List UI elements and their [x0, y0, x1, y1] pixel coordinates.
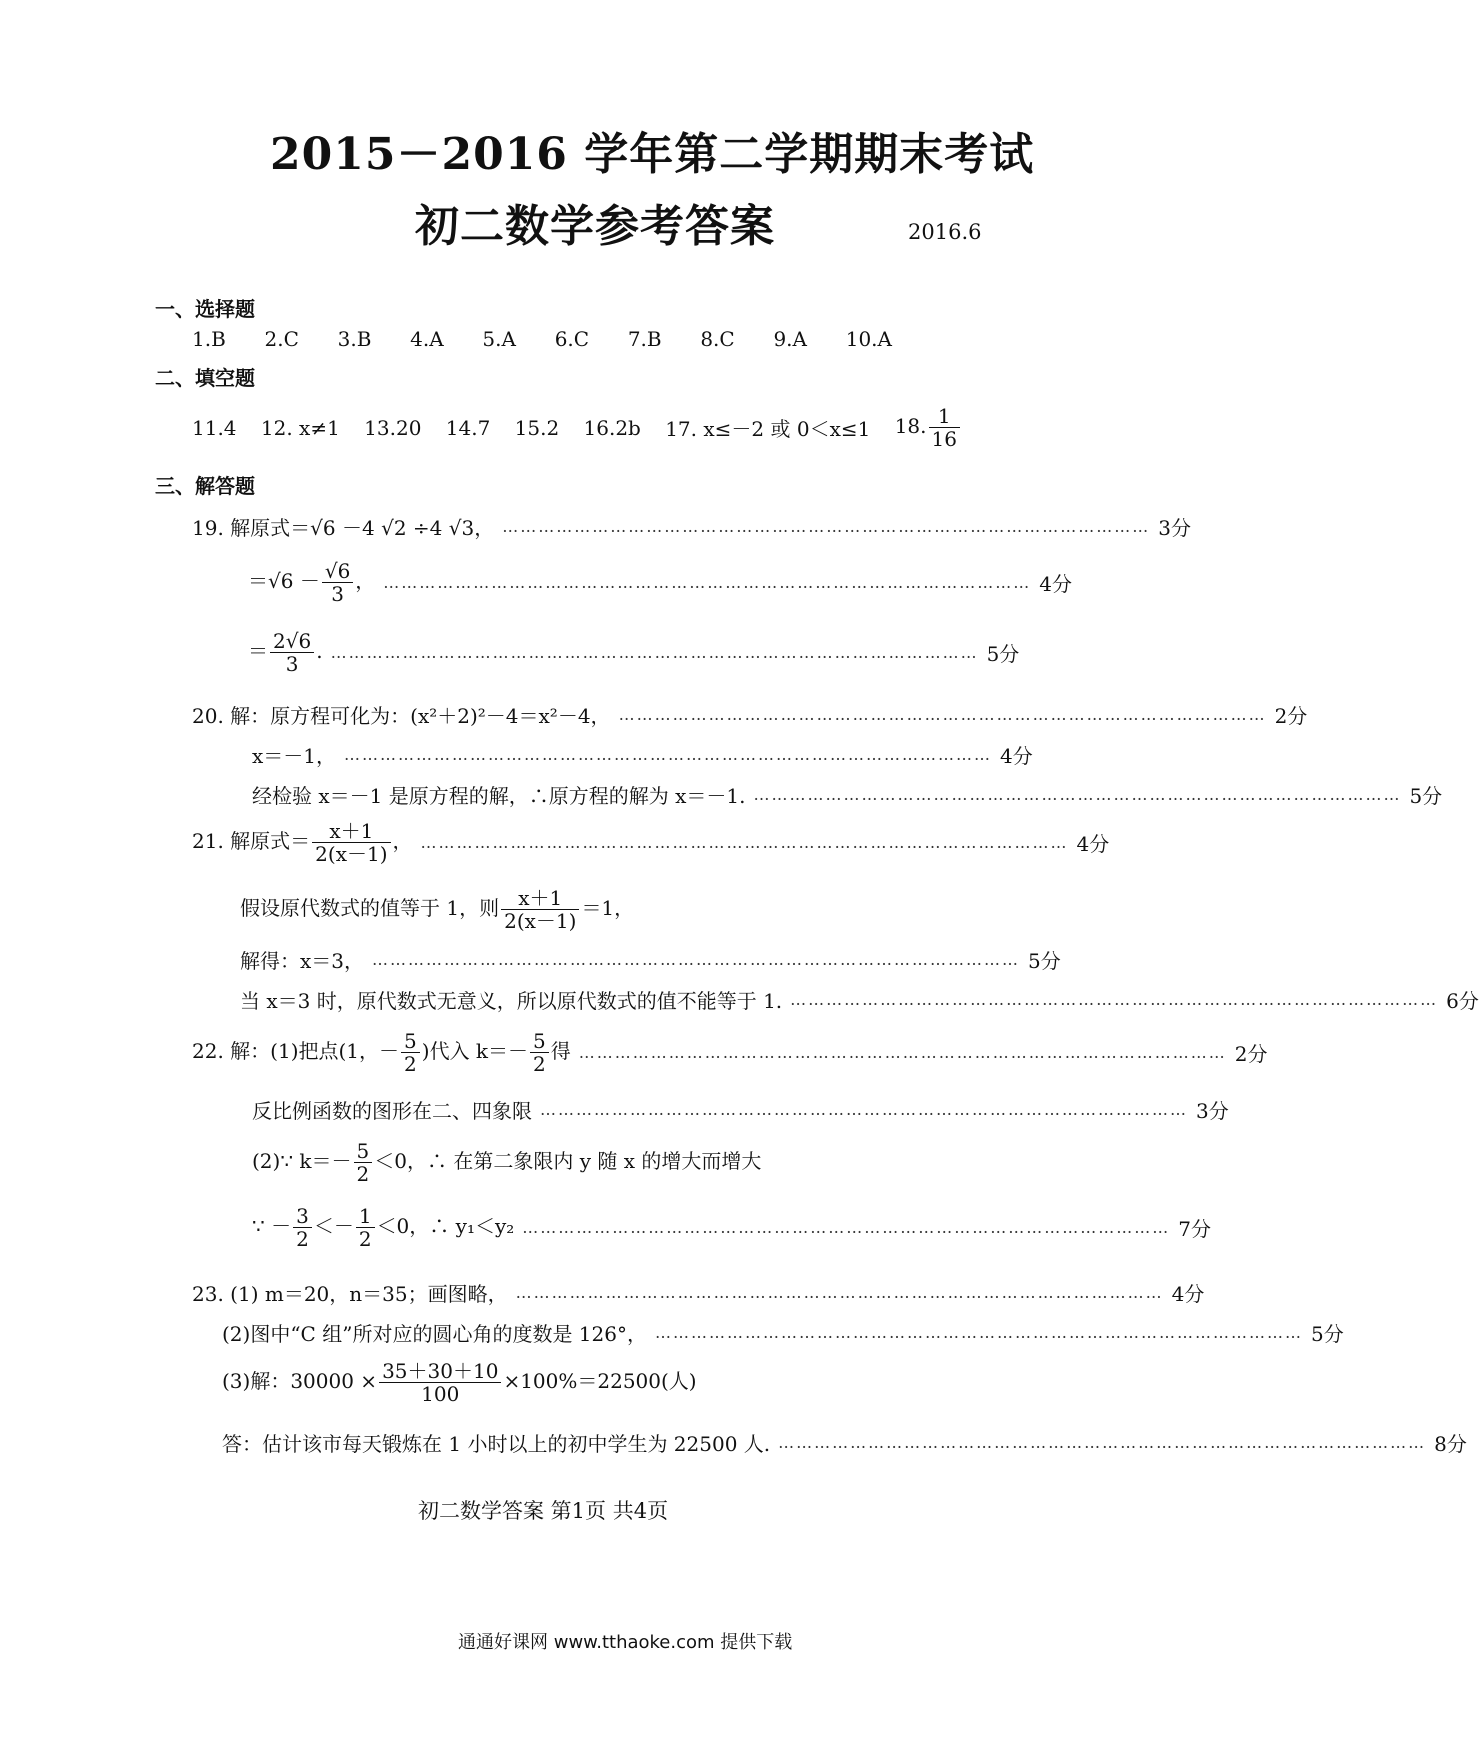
score: 4分	[1076, 832, 1110, 856]
score: 4分	[1039, 572, 1073, 596]
fill-answer-18: 18. $\frac{1}{16}$	[895, 405, 962, 450]
choice-answers	[192, 327, 892, 351]
q19-line-3: ＝ $\frac{2√6}{3}$ . ……………………………………………………………………………………………… 5分	[248, 629, 1020, 676]
fraction: $\frac{2√6}{3}$	[270, 630, 314, 675]
choice-answer: 2.C	[264, 327, 299, 351]
leader-dots: ………………………………………………………………………………………………	[618, 705, 1267, 724]
leader-dots: ………………………………………………………………………………………………	[383, 573, 1032, 592]
fraction: $\frac{x+1}{2(x-1)}$	[312, 820, 390, 865]
leader-dots: ………………………………………………………………………………………………	[372, 950, 1021, 969]
leader-dots: ………………………………………………………………………………………………	[578, 1043, 1227, 1062]
fill-answer: 12. x≠1	[260, 415, 340, 440]
score: 8分	[1434, 1432, 1467, 1456]
date: 2016.6	[908, 220, 982, 244]
title-line-2: 初二数学参考答案	[415, 201, 775, 252]
choice-answer: 10.A	[845, 327, 892, 351]
q19-line-2: ＝√6 － $\frac{√6}{3}$ ， ……………………………………………………………………………………………… 4分	[248, 559, 1073, 606]
q21-line-1: 21. 解原式＝ $\frac{x+1}{2(x-1)}$ ， ……………………………………………………………………………………………… 4分	[192, 819, 1110, 866]
q21-line-3: 解得：x＝3， ……………………………………………………………………………………………… 5分	[240, 945, 962, 974]
fill-answer: 15.2	[514, 415, 560, 440]
score: 3分	[1196, 1099, 1229, 1123]
q20-line-2: x＝－1， ……………………………………………………………………………………………… 4分	[252, 740, 962, 769]
leader-dots: ………………………………………………………………………………………………	[344, 745, 993, 764]
score: 2分	[1274, 704, 1308, 728]
fraction: $\frac{√6}{3}$	[322, 560, 353, 605]
q23-line-2: (2)图中“C 组”所对应的圆心角的度数是 126°， ……………………………………………………………………………………………… 5分	[222, 1318, 962, 1347]
leader-dots: ………………………………………………………………………………………………	[330, 643, 979, 662]
q20-line-3: 经检验 x＝－1 是原方程的解，∴原方程的解为 x＝－1. ……………………………………………………………………………………………… 5分	[252, 780, 962, 809]
fill-answer: 11.4	[192, 415, 237, 440]
section-solve-heading: 三、解答题	[155, 474, 255, 498]
q23-line-1: 23. (1) m＝20，n＝35；画图略， ……………………………………………………………………………………………… 4分	[192, 1278, 962, 1307]
choice-answer: 9.A	[773, 327, 807, 351]
leader-dots: ………………………………………………………………………………………………	[522, 1218, 1171, 1237]
fill-answer: 13.20	[364, 415, 422, 440]
fraction: $\frac{x+1}{2(x-1)}$	[501, 887, 579, 932]
leader-dots: ………………………………………………………………………………………………	[790, 990, 1439, 1009]
q21-line-4: 当 x＝3 时，原代数式无意义，所以原代数式的值不能等于 1. ……………………………………………………………………………………………… 6分	[240, 985, 962, 1014]
score: 4分	[1171, 1282, 1205, 1306]
leader-dots: ………………………………………………………………………………………………	[540, 1100, 1188, 1119]
fraction: $\frac{1}{16}$	[929, 405, 960, 450]
leader-dots: ………………………………………………………………………………………………	[778, 1433, 1427, 1452]
choice-answer: 6.C	[554, 327, 590, 351]
choice-answer: 8.C	[700, 327, 735, 351]
choice-answer: 7.B	[627, 327, 662, 351]
fill-answer: 14.7	[445, 415, 491, 440]
fraction: $\frac{5}{2}$	[401, 1030, 420, 1075]
fill-answer: 16.2b	[583, 415, 641, 440]
choice-answer: 4.A	[410, 327, 444, 351]
q21-line-2: 假设原代数式的值等于 1，则 $\frac{x+1}{2(x-1)}$ ＝1，	[240, 886, 635, 933]
score: 7分	[1178, 1217, 1212, 1241]
fraction: $\frac{35+30+10}{100}$	[379, 1360, 501, 1405]
section-fill-heading: 二、填空题	[155, 366, 255, 390]
score: 5分	[1310, 1322, 1344, 1346]
choice-answer: 1.B	[192, 327, 226, 351]
page-footer: 初二数学答案 第1页 共4页	[418, 1499, 669, 1523]
fill-answer: 17. x≤－2 或 0＜x≤1	[665, 417, 871, 441]
download-credit: 通通好课网 www.tthaoke.com 提供下载	[458, 1632, 793, 1653]
q22-line-3: (2)∵ k＝－ $\frac{5}{2}$ ＜0，∴ 在第二象限内 y 随 x 的增大而增大	[252, 1139, 762, 1186]
title-line-1: 2015－2016 学年第二学期期末考试	[270, 129, 1035, 180]
score: 3分	[1158, 516, 1191, 540]
fraction: $\frac{1}{2}$	[356, 1205, 375, 1250]
score: 4分	[1000, 744, 1033, 768]
q22-line-4: ∵ － $\frac{3}{2}$ ＜－ $\frac{1}{2}$ ＜0，∴ y₁＜y₂ ……………………………………………………………………………………………… 7分	[252, 1204, 1212, 1251]
score: 5分	[1409, 784, 1443, 808]
leader-dots: ………………………………………………………………………………………………	[420, 833, 1069, 852]
score: 5分	[986, 642, 1020, 666]
choice-answer: 5.A	[482, 327, 516, 351]
q23-line-3: (3)解：30000 × $\frac{35+30+10}{100}$ ×100%＝22500(人)	[222, 1359, 697, 1406]
leader-dots: ………………………………………………………………………………………………	[502, 517, 1151, 536]
fraction: $\frac{5}{2}$	[354, 1140, 373, 1185]
q19-line-1: 19. 解原式＝√6 －4 √2 ÷4 √3， ……………………………………………………………………………………………… 3分	[192, 512, 962, 541]
q23-line-4: 答：估计该市每天锻炼在 1 小时以上的初中学生为 22500 人. ……………………………………………………………………………………………… 8分	[222, 1428, 962, 1457]
q22-line-1: 22. 解：(1)把点(1，－ $\frac{5}{2}$ )代入 k＝－ $\frac{5}{2}$ 得 ……………………………………………………………………………………………… 2分	[192, 1029, 1268, 1076]
score: 5分	[1028, 949, 1061, 973]
leader-dots: ………………………………………………………………………………………………	[654, 1323, 1303, 1342]
fraction: $\frac{5}{2}$	[530, 1030, 549, 1075]
choice-answer: 3.B	[337, 327, 372, 351]
fraction: $\frac{3}{2}$	[293, 1205, 312, 1250]
section-choice-heading: 一、选择题	[155, 297, 255, 321]
leader-dots: ………………………………………………………………………………………………	[753, 785, 1402, 804]
q22-line-2: 反比例函数的图形在二、四象限 ……………………………………………………………………………………………… 3分	[252, 1095, 962, 1124]
q20-line-1: 20. 解：原方程可化为：(x²＋2)²－4＝x²－4， ……………………………………………………………………………………………… 2分	[192, 700, 962, 729]
score: 2分	[1234, 1042, 1268, 1066]
score: 6分	[1446, 989, 1479, 1013]
fill-answers	[192, 405, 962, 450]
leader-dots: ………………………………………………………………………………………………	[515, 1283, 1164, 1302]
